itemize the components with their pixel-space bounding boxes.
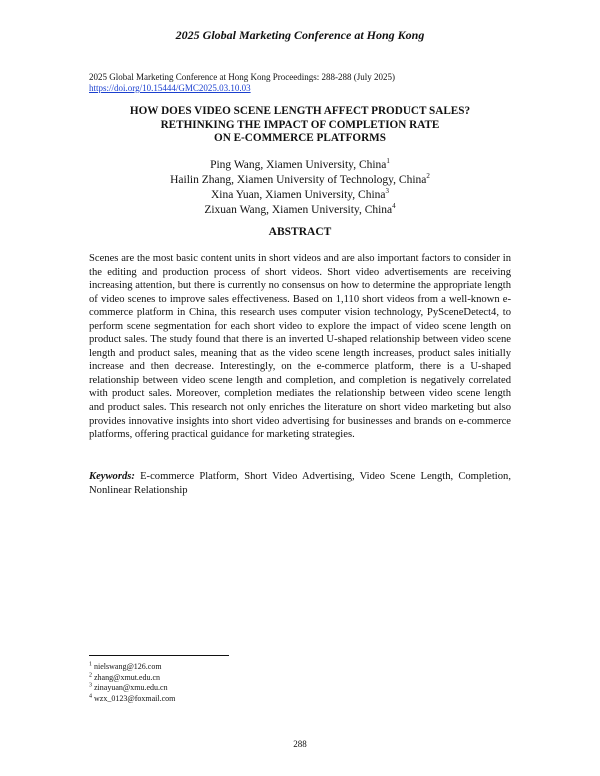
footnote-email: nielswang@126.com [94,662,162,671]
footnote-email: zhang@xmut.edu.cn [94,672,161,682]
footnote [89,662,175,673]
footnote-mark: 2 [426,172,430,181]
footnotes [89,662,175,704]
page-number: 288 [293,739,307,749]
proceedings-info [89,72,395,94]
author-name: Ping Wang, Xiamen University, China [210,159,387,171]
footnote-email: zinayuan@xmu.edu.cn [94,683,168,692]
footnote [89,694,175,705]
doi-link[interactable]: https://doi.org/10.15444/GMC2025.03.10.03 [89,83,251,93]
abstract-heading: ABSTRACT [268,226,332,238]
author-name: Xina Yuan, Xiamen University, China [211,189,386,201]
footnote-mark: 3 [89,682,92,689]
footnote [89,683,175,694]
title-line: ON E-COMMERCE PLATFORMS [214,132,386,144]
keywords-text: E-commerce Platform, Short Video Advertising, Video Scene Length, Completion, Nonlinear Relationship [89,471,511,496]
running-header: 2025 Global Marketing Conference at Hong Kong [175,28,425,42]
footnote [89,673,175,684]
footnote-mark: 4 [89,692,92,699]
author-list [60,158,540,218]
title-line: RETHINKING THE IMPACT OF COMPLETION RATE [160,118,440,131]
proceedings-citation: 2025 Global Marketing Conference at Hong Kong Proceedings: 288-288 (July 2025) [89,72,395,82]
footnote-mark: 1 [89,661,92,668]
author-entry [60,173,540,188]
title-line: HOW DOES VIDEO SCENE LENGTH AFFECT PRODUCT SALES? [129,105,471,117]
footnote-mark: 3 [385,187,389,196]
footnote-email: wzx_0123@foxmail.com [94,693,176,703]
footnote-mark: 4 [392,202,396,211]
author-name: Zixuan Wang, Xiamen University, China [204,204,393,216]
author-entry [60,203,540,218]
author-entry [60,158,540,173]
footnote-mark: 2 [89,671,92,678]
paper-title [60,105,540,146]
footnote-mark: 1 [386,157,390,166]
keywords [89,470,511,497]
author-name: Hailin Zhang, Xiamen University of Technology, China [170,174,427,186]
author-entry [60,188,540,203]
footnote-divider [89,655,229,656]
abstract-body: Scenes are the most basic content units in short videos and are also important factors to consider in the editing and production process of short videos. Short video advertisements are receiving increasing attention, but there is currently no consensus on how to determine the appropriate length of video scenes to improve sales effectiveness. Based on 1,110 short videos from a well-known e-commerce platform in China, this research uses computer vision technology, PySceneDetect4, to perform scene segmentation for each short video to explore the impact of video scene length on product sales. The study found that there is an inverted U-shaped relationship between video scene length and product sales, meaning that as the video scene length increases, product sales initially increase and then decrease. Interestingly, on the e-commerce platform, there is a U-shaped relationship between video scene length and completion, and completion is negatively correlated with product sales. Moreover, completion mediates the relationship between video scene length and product sales. This research not only enriches the literature on short video marketing but also provides innovative insights into short video advertising for businesses and brands on e-commerce platforms, offering practical guidance for marketing strategies. [89,253,511,441]
keywords-label: Keywords: [89,471,135,482]
